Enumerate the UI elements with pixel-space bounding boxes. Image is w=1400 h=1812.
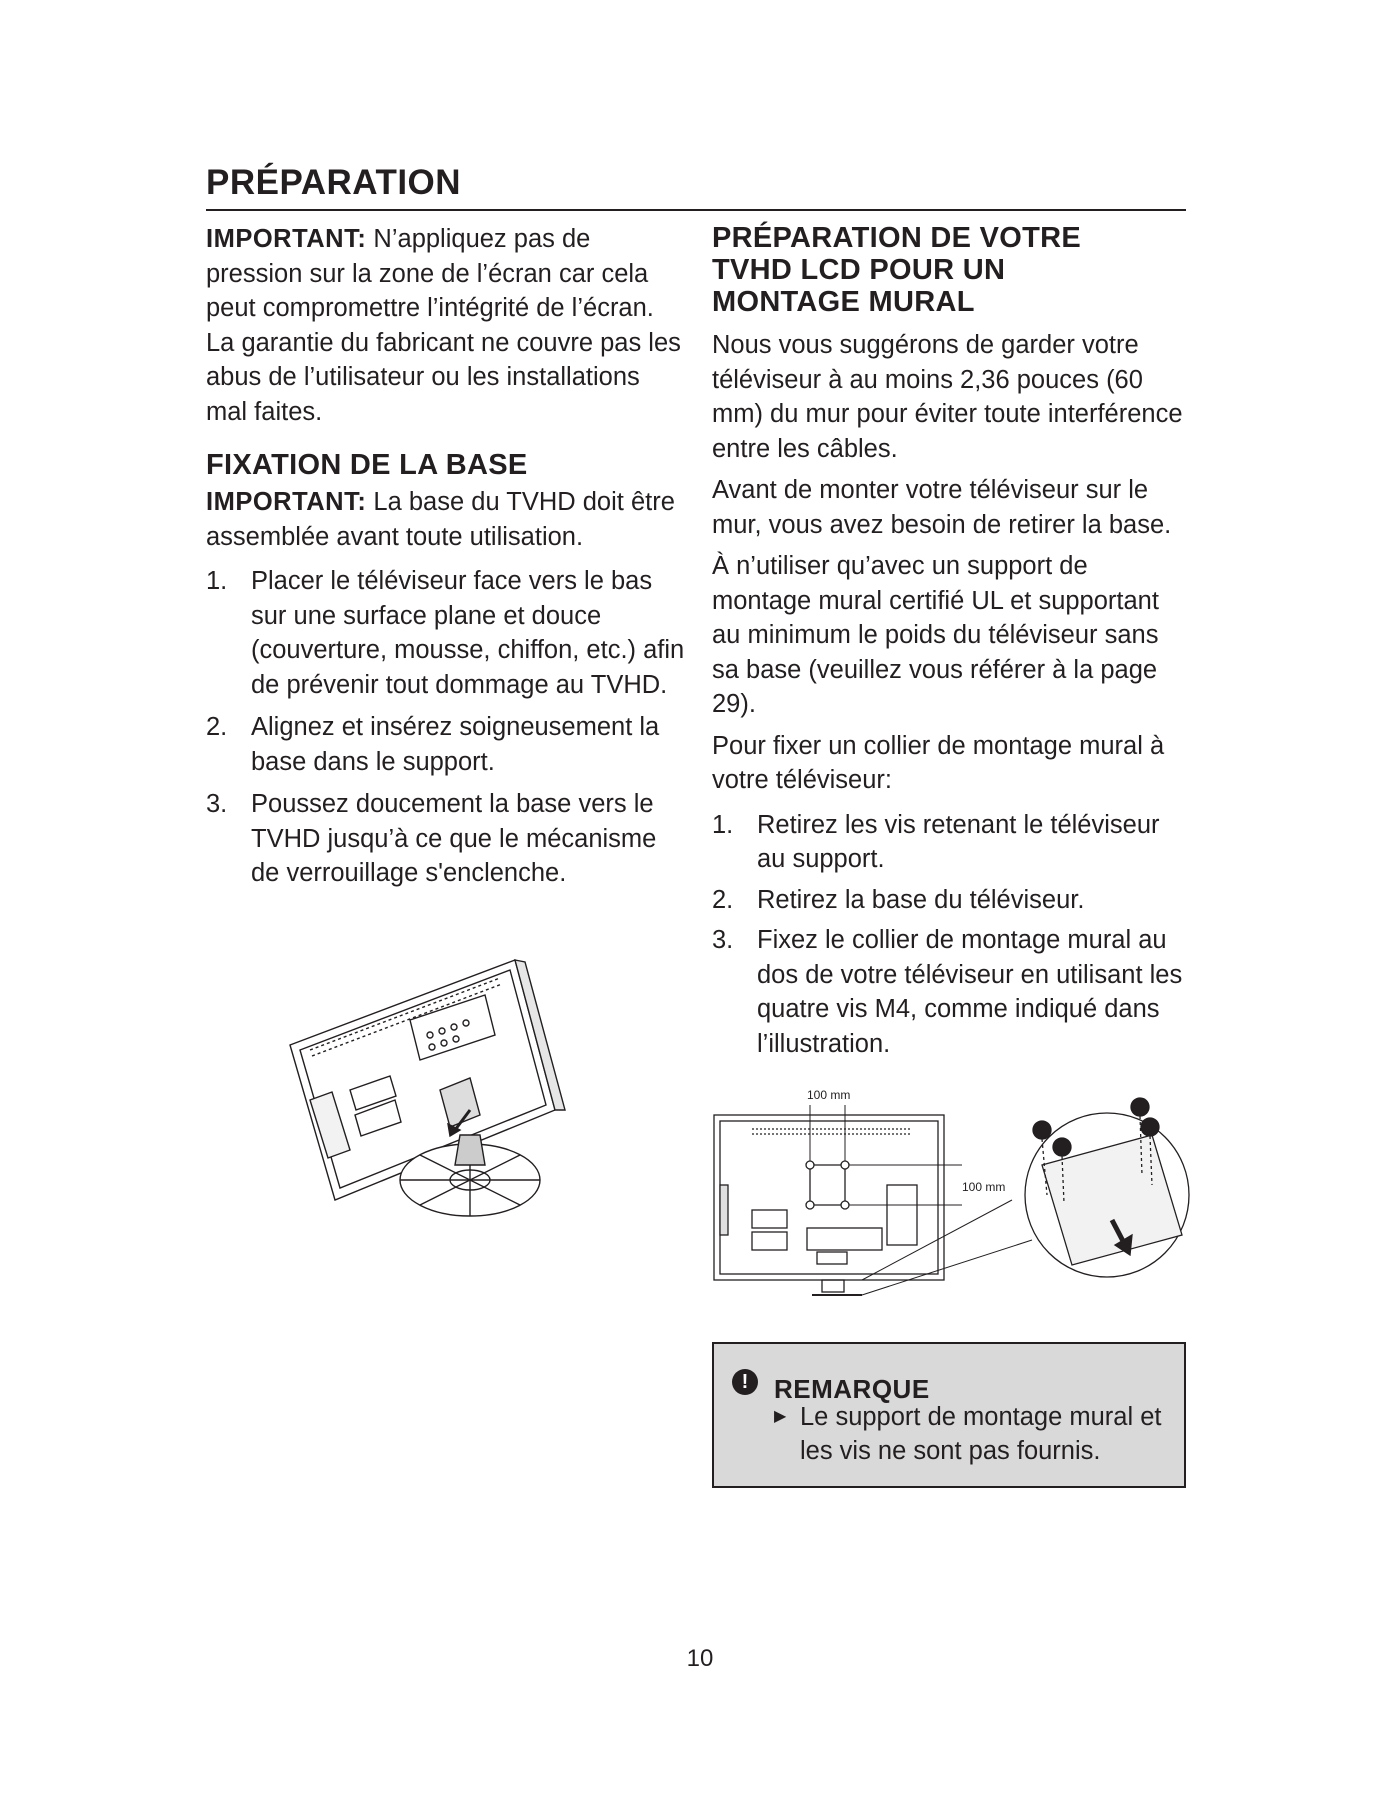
step-number: 3. xyxy=(712,926,734,954)
step-text: Fixez le collier de montage mural au dos de votre téléviseur en utilisant les quatre vis M4, comme indiqué dans l’illustration. xyxy=(757,926,1183,1058)
section-heading-wall-mount xyxy=(712,222,1192,318)
side-buttons xyxy=(720,1185,728,1235)
heading-line: TVHD LCD POUR UN xyxy=(712,254,1006,286)
list-item xyxy=(206,787,686,891)
important-label: IMPORTANT: xyxy=(206,488,367,516)
base-steps-list xyxy=(206,564,686,891)
step-text: Placer le téléviseur face vers le bas sur une surface plane et douce (couverture, mousse, chiffon, etc.) afin de prévenir tout dommage au TVHD. xyxy=(251,567,685,699)
title-rule xyxy=(206,209,1186,211)
paragraph: Nous vous suggérons de garder votre téléviseur à au moins 2,36 pouces (60 mm) du mur pour éviter toute interférence entre les câbles. xyxy=(712,331,1183,463)
important-text: La base du TVHD doit être assemblée avant toute utilisation. xyxy=(206,488,675,551)
right-column xyxy=(712,222,1192,1061)
stand-stub xyxy=(822,1280,844,1292)
step-number: 2. xyxy=(206,713,228,741)
step-number: 2. xyxy=(712,885,734,914)
screw-icon xyxy=(1033,1121,1051,1139)
tv-rear-view xyxy=(714,1115,944,1280)
stand-post xyxy=(455,1135,485,1165)
step-number: 3. xyxy=(206,790,228,818)
important-note-base xyxy=(206,485,686,554)
important-label: IMPORTANT: xyxy=(206,225,367,253)
screw-icon xyxy=(1053,1138,1071,1156)
left-column xyxy=(206,222,686,891)
step-number: 1. xyxy=(712,810,734,839)
page-title: PRÉPARATION xyxy=(206,163,462,202)
dimension-label-top: 100 mm xyxy=(807,1088,851,1102)
step-number: 1. xyxy=(206,567,228,595)
mount-hole xyxy=(806,1161,814,1169)
section-heading-base: FIXATION DE LA BASE xyxy=(206,449,528,481)
note-title: REMARQUE xyxy=(774,1374,930,1404)
list-item xyxy=(712,923,1192,1061)
note-bullet-icon: ▶ xyxy=(774,1408,787,1425)
paragraph: Avant de monter votre téléviseur sur le mur, vous avez besoin de retirer la base. xyxy=(712,476,1172,539)
mount-hole xyxy=(841,1161,849,1169)
list-item xyxy=(712,808,1192,877)
step-text: Poussez doucement la base vers le TVHD jusqu’à ce que le mécanisme de verrouillage s'enclenche. xyxy=(251,790,657,887)
paragraph: À n’utiliser qu’avec un support de montage mural certifié UL et supportant au minimum le poids du téléviseur sans sa base (veuillez vous référer à la page 29). xyxy=(712,552,1159,718)
note-box xyxy=(712,1342,1186,1488)
step-text: Retirez la base du téléviseur. xyxy=(757,885,1085,914)
wall-mount-steps-list xyxy=(712,808,1192,1062)
mount-hole xyxy=(841,1201,849,1209)
mount-hole xyxy=(806,1201,814,1209)
step-text: Alignez et insérez soigneusement la base dans le support. xyxy=(251,713,660,776)
exclamation-icon: ! xyxy=(732,1369,758,1395)
paragraph: Pour fixer un collier de montage mural à votre téléviseur: xyxy=(712,731,1165,794)
dimension-label-side: 100 mm xyxy=(962,1180,1006,1194)
page-number: 10 xyxy=(686,1645,714,1672)
note-text: Le support de montage mural et les vis ne sont pas fournis. xyxy=(800,1403,1162,1465)
list-item xyxy=(206,710,686,779)
important-note-screen xyxy=(206,222,686,429)
heading-line: MONTAGE MURAL xyxy=(712,286,975,318)
screw-icon xyxy=(1141,1118,1159,1136)
heading-line: PRÉPARATION DE VOTRE xyxy=(712,222,1082,254)
wall-mount-illustration xyxy=(712,1085,1190,1325)
list-item xyxy=(712,883,1192,918)
step-text: Retirez les vis retenant le téléviseur au support. xyxy=(757,810,1160,873)
base-attachment-illustration xyxy=(280,950,580,1240)
list-item xyxy=(206,564,686,702)
important-text: N’appliquez pas de pression sur la zone de l’écran car cela peut compromettre l’intégrité de l’écran. La garantie du fabricant ne couvre pas les abus de l’utilisateur ou les installations mal faites. xyxy=(206,225,681,426)
screw-icon xyxy=(1131,1098,1149,1116)
